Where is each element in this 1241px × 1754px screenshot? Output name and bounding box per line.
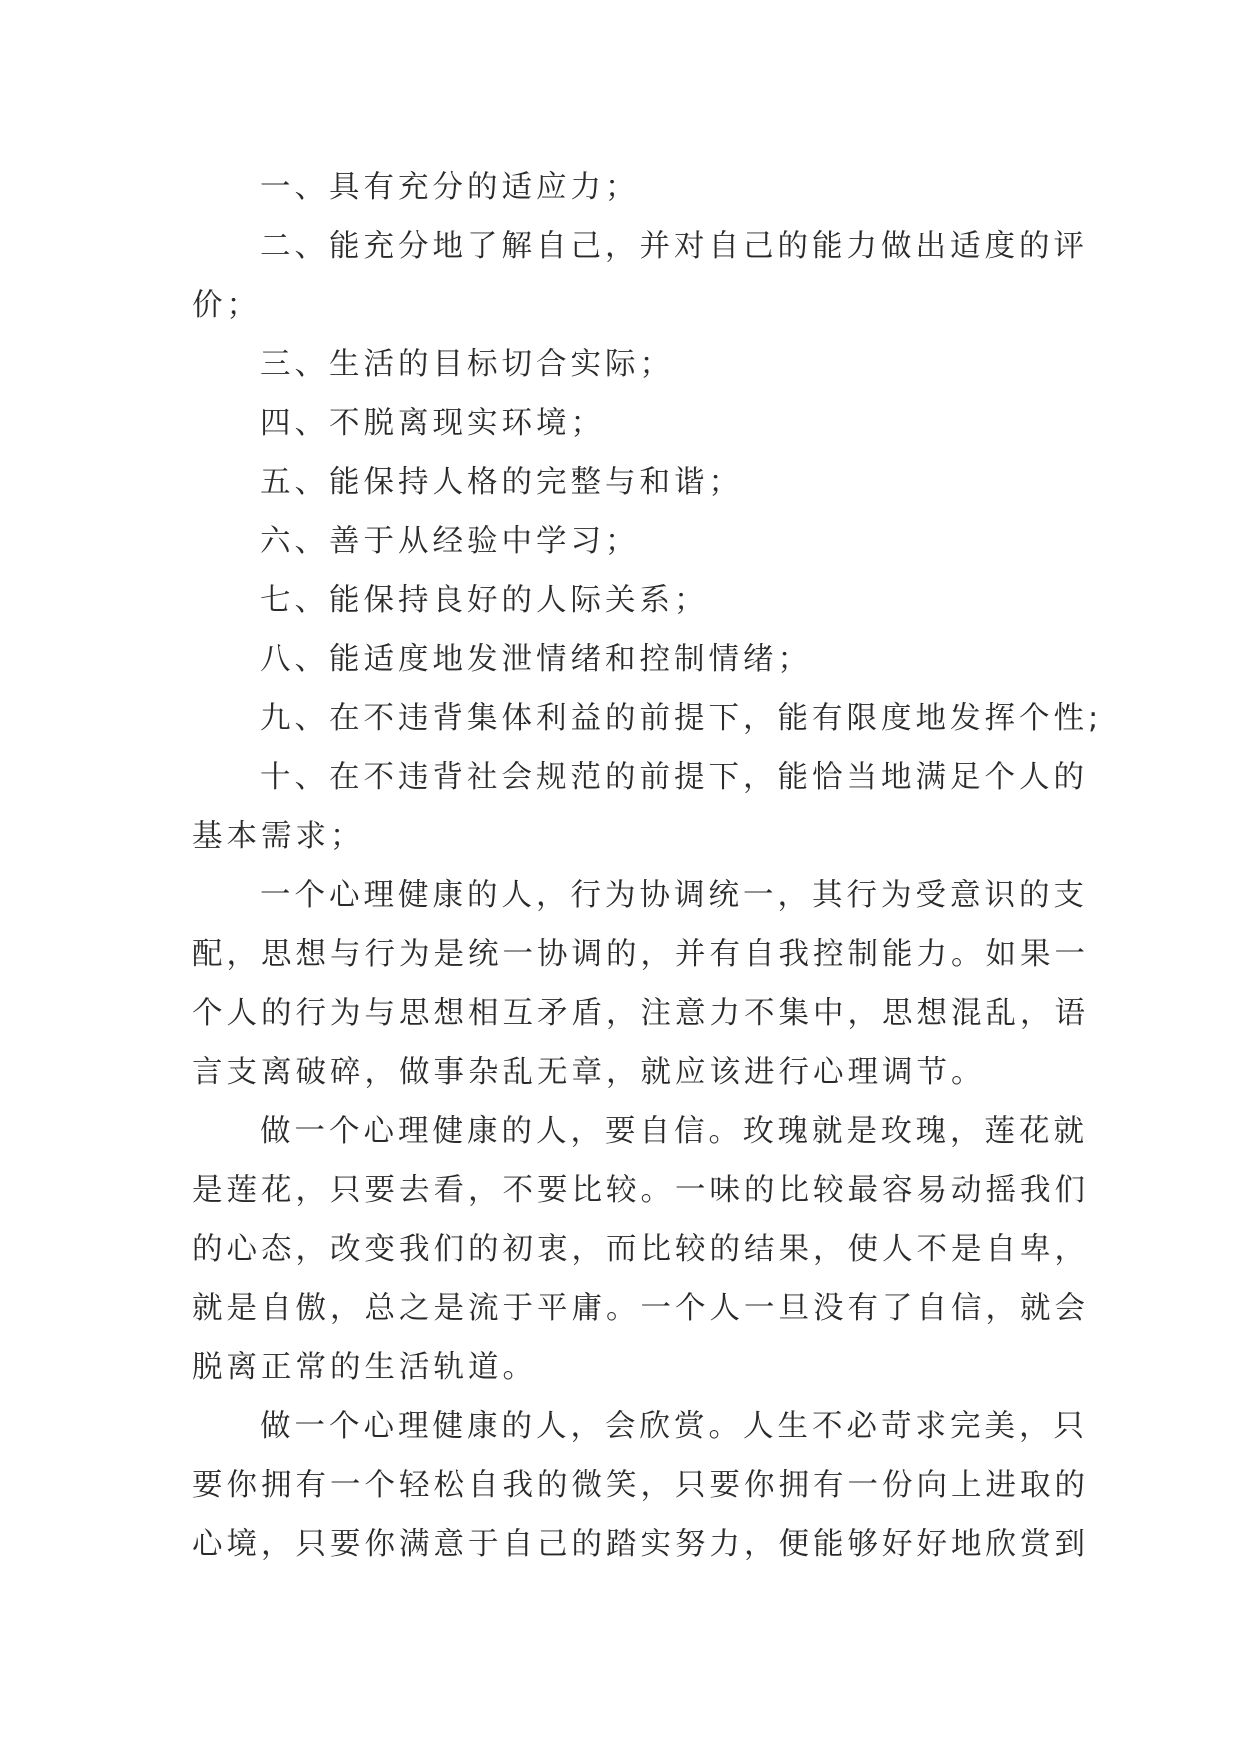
paragraph-line: 做一个心理健康的人，会欣赏。人生不必苛求完美，只 bbox=[260, 1409, 1088, 1444]
paragraph-line: 八、能适度地发泄情绪和控制情绪； bbox=[260, 642, 812, 677]
paragraph-line: 九、在不违背集体利益的前提下，能有限度地发挥个性; bbox=[260, 701, 1103, 736]
document-body bbox=[192, 158, 1103, 1574]
paragraph-4 bbox=[192, 394, 1062, 453]
paragraph-8 bbox=[192, 630, 1062, 689]
paragraph-3 bbox=[192, 335, 1062, 394]
paragraph-12 bbox=[192, 1102, 1089, 1397]
paragraph-line: 一、具有充分的适应力； bbox=[260, 170, 640, 205]
paragraph-line: 五、能保持人格的完整与和谐； bbox=[260, 465, 743, 500]
paragraph-line: 是莲花，只要去看，不要比较。一味的比较最容易动摇我们 bbox=[192, 1173, 1089, 1208]
paragraph-line: 二、能充分地了解自己，并对自己的能力做出适度的评 bbox=[260, 229, 1088, 264]
paragraph-line: 三、生活的目标切合实际； bbox=[260, 347, 674, 382]
paragraph-9 bbox=[192, 689, 1103, 748]
paragraph-line: 配，思想与行为是统一协调的，并有自我控制能力。如果一 bbox=[192, 937, 1089, 972]
paragraph-10 bbox=[192, 748, 1088, 866]
paragraph-13 bbox=[192, 1397, 1089, 1574]
paragraph-line: 一个心理健康的人，行为协调统一，其行为受意识的支 bbox=[260, 878, 1088, 913]
paragraph-line: 七、能保持良好的人际关系； bbox=[260, 583, 709, 618]
paragraph-line: 脱离正常的生活轨道。 bbox=[192, 1350, 537, 1385]
paragraph-line: 个人的行为与思想相互矛盾，注意力不集中，思想混乱，语 bbox=[192, 996, 1089, 1031]
paragraph-11 bbox=[192, 866, 1089, 1102]
paragraph-line: 要你拥有一个轻松自我的微笑，只要你拥有一份向上进取的 bbox=[192, 1468, 1089, 1503]
paragraph-6 bbox=[192, 512, 1062, 571]
paragraph-line: 的心态，改变我们的初衷，而比较的结果，使人不是自卑， bbox=[192, 1232, 1089, 1267]
paragraph-line: 价； bbox=[192, 288, 261, 323]
paragraph-line: 做一个心理健康的人，要自信。玫瑰就是玫瑰，莲花就 bbox=[260, 1114, 1088, 1149]
paragraph-7 bbox=[192, 571, 1062, 630]
paragraph-line: 基本需求； bbox=[192, 819, 365, 854]
paragraph-line: 六、善于从经验中学习； bbox=[260, 524, 640, 559]
paragraph-line: 十、在不违背社会规范的前提下，能恰当地满足个人的 bbox=[260, 760, 1088, 795]
paragraph-2 bbox=[192, 217, 1088, 335]
paragraph-5 bbox=[192, 453, 1062, 512]
paragraph-line: 四、不脱离现实环境； bbox=[260, 406, 605, 441]
paragraph-line: 言支离破碎，做事杂乱无章，就应该进行心理调节。 bbox=[192, 1055, 986, 1090]
paragraph-line: 心境，只要你满意于自己的踏实努力，便能够好好地欣赏到 bbox=[192, 1527, 1089, 1562]
paragraph-line: 就是自傲，总之是流于平庸。一个人一旦没有了自信，就会 bbox=[192, 1291, 1089, 1326]
paragraph-1 bbox=[192, 158, 1062, 217]
